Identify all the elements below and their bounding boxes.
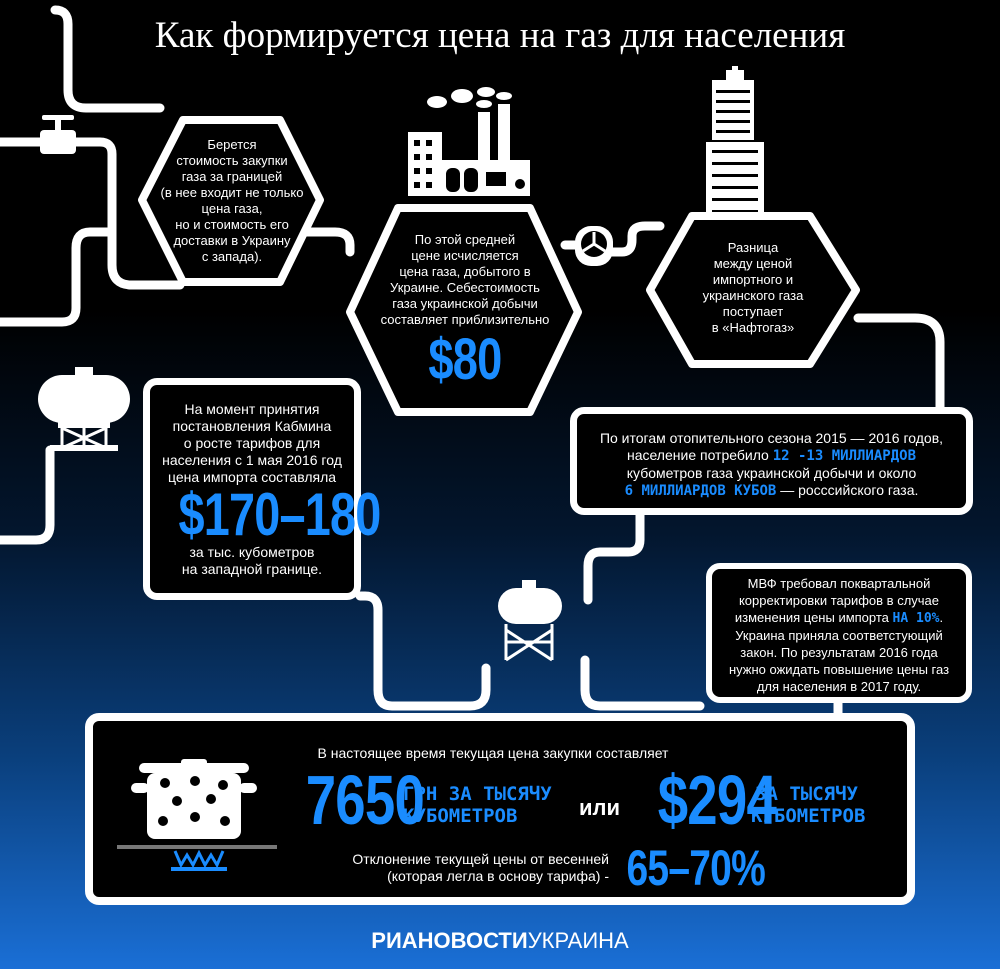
usd-unit: ЗА ТЫСЯЧУ КУБОМЕТРОВ (751, 783, 866, 827)
factory-icon (408, 87, 530, 196)
or-label: или (579, 795, 621, 820)
imf-threshold: НА 10% (892, 611, 940, 626)
ria-logo: РИАНОВОСТИУКРАИНА (371, 928, 629, 953)
water-tower-icon (498, 580, 562, 660)
page-title: Как формируется цена на газ для населения (154, 15, 846, 56)
season-consumption-box: По итогам отопительного сезона 2015 — 2016 годов, население потребило 12 -13 МИЛЛИАРДОВ кубометров газа украинской добычи и около 6 МИЛЛИАРДОВ КУБОВ — росссийского газа. (570, 407, 973, 515)
russian-volume: 6 МИЛЛИАРДОВ КУБОВ (624, 483, 777, 499)
current-price-intro: В настоящее время текущая цена закупки составляет (317, 745, 669, 761)
hex-domestic-cost-text: По этой средней цене исчисляется цена газа, добытого в Украине. Себестоимость газа украинской добычи составляет приблизительно $80 (380, 232, 550, 392)
uah-price: 7650 (305, 761, 425, 839)
stove-pot-icon (117, 759, 277, 879)
import-price: $170–180 (178, 481, 381, 548)
usd-price: $294 (657, 761, 777, 839)
storage-tank-icon (38, 367, 130, 451)
hex-naftogaz-text: Разница между ценой импортного и украинского газа поступает в «Нафтогаз» (702, 240, 804, 335)
domestic-volume: 12 -13 МИЛЛИАРДОВ (772, 448, 917, 464)
deviation-text: Отклонение текущей цены от весенней (которая легла в основу тарифа) - (352, 851, 609, 884)
skyscraper-icon (706, 66, 764, 230)
deviation-value: 65–70% (626, 840, 765, 896)
domestic-price: $80 (428, 327, 502, 392)
imf-requirement-box: МВФ требовал поквартальной корректировки тарифов в случае изменения цены импорта НА 10%. Украина приняла соответстующий закон. По результатам 2016 года нужно ожидать повышение цены газ для населения в 2017 году. (706, 563, 972, 703)
import-price-box: На момент принятия постановления Кабмина о росте тарифов для населения с 1 мая 2016 год цена импорта составляла $170–180 за тыс. кубометров на западной границе. (143, 378, 361, 600)
uah-unit: ГРН ЗА ТЫСЯЧУ КУБОМЕТРОВ (403, 783, 552, 827)
current-price-box (85, 713, 915, 905)
hex-import-cost-text: Берется стоимость закупки газа за границей (в нее входит не только цена газа, но и стоимость его доставки в Украину с запада). (160, 137, 304, 264)
gas-meter-icon (575, 226, 613, 266)
